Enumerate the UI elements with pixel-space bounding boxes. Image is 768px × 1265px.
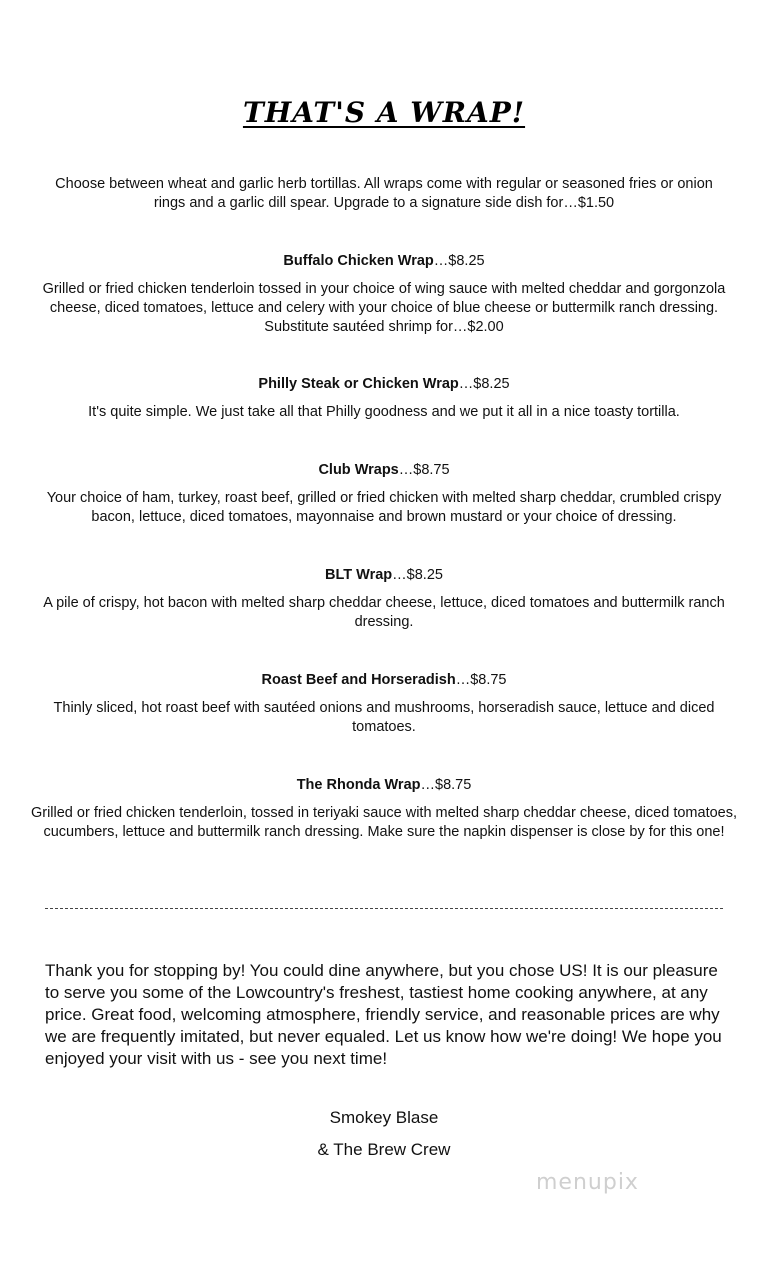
signature-team: & The Brew Crew [317, 1140, 451, 1159]
menu-item-rhonda-wrap [30, 776, 738, 842]
menu-item-blt-wrap [30, 566, 738, 632]
item-name: BLT Wrap [325, 567, 393, 583]
item-price: …$8.25 [458, 376, 510, 392]
item-name: Philly Steak or Chicken Wrap [258, 376, 459, 392]
section-intro: Choose between wheat and garlic herb tortillas. All wraps come with regular or seasoned fries or onion rings and a garlic dill spear. Upgrade to a signature side dish for…$1.50 [55, 176, 713, 211]
item-name: Club Wraps [318, 462, 399, 478]
item-name: Roast Beef and Horseradish [261, 672, 456, 688]
menu-item-roast-beef-horseradish [30, 671, 738, 737]
menu-section-title: THAT'S A WRAP! [242, 96, 526, 129]
menu-item-buffalo-chicken-wrap [30, 252, 738, 337]
item-price: …$8.75 [398, 462, 450, 478]
item-price: …$8.25 [433, 253, 485, 269]
menu-item-philly-steak-wrap [30, 375, 738, 422]
item-price: …$8.25 [392, 567, 443, 583]
menu-item-club-wraps [30, 461, 738, 527]
item-description: Grilled or fried chicken tenderloin, tossed in teriyaki sauce with melted sharp cheddar cheese, diced tomatoes, cucumbers, lettuce and buttermilk ranch dressing. Make sure the napkin dispenser is close by for this one! [30, 805, 738, 840]
item-description: Thinly sliced, hot roast beef with sautéed onions and mushrooms, horseradish sauce, lettuce and diced tomatoes. [53, 700, 715, 735]
item-price: …$8.75 [420, 777, 472, 793]
item-name: The Rhonda Wrap [296, 777, 421, 793]
item-description: A pile of crispy, hot bacon with melted sharp cheddar cheese, lettuce, diced tomatoes and buttermilk ranch dressing. [43, 595, 725, 630]
signature-name: Smokey Blase [329, 1108, 439, 1127]
item-description: It's quite simple. We just take all that Philly goodness and we put it all in a nice toasty tortilla. [88, 404, 680, 420]
item-price: …$8.75 [455, 672, 507, 688]
item-description: Your choice of ham, turkey, roast beef, grilled or fried chicken with melted sharp cheddar, crumbled crispy bacon, lettuce, diced tomatoes, mayonnaise and brown mustard or your choice of dressing. [46, 490, 722, 525]
thank-you-message: Thank you for stopping by! You could dine anywhere, but you chose US! It is our pleasure to serve you some of the Lowcountry's freshest, tastiest home cooking anywhere, at any price. Great food, welcoming atmosphere, friendly service, and reasonable prices are why we are frequently imitated, but never equaled. Let us know how we're doing! We hope you enjoyed your visit with us - see you next time! [45, 961, 722, 1068]
item-name: Buffalo Chicken Wrap [283, 253, 434, 269]
dashed-divider [45, 908, 723, 909]
menupix-watermark: menupix [536, 1170, 639, 1195]
item-description: Grilled or fried chicken tenderloin tossed in your choice of wing sauce with melted cheddar and gorgonzola cheese, diced tomatoes, lettuce and celery with your choice of blue cheese or buttermilk ranch dressing. Substitute sautéed shrimp for…$2.00 [42, 281, 726, 335]
